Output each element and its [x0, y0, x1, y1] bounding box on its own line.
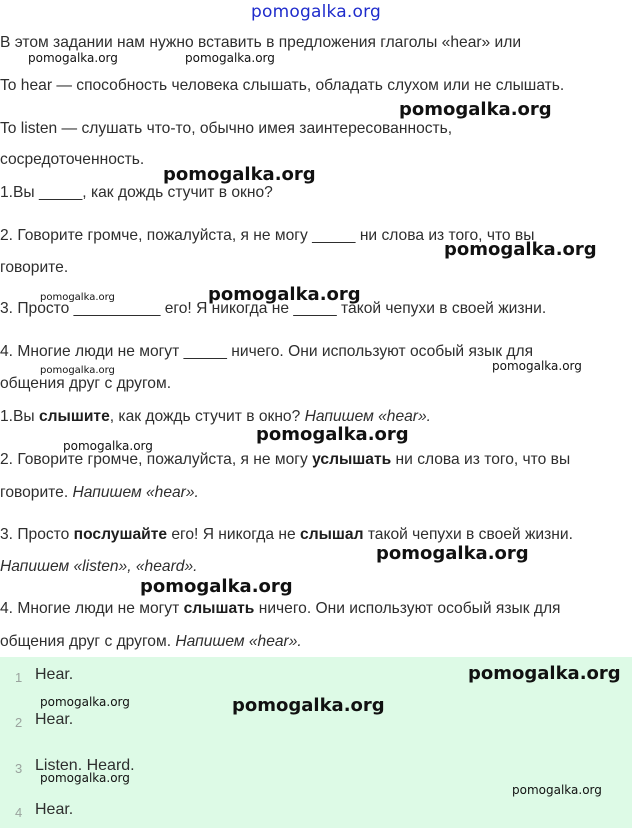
answer-number: 1	[15, 670, 23, 685]
answer-item	[0, 801, 632, 825]
solution-2-line1: 2. Говорите громче, пожалуйста, я не могу услышать ни слова из того, что вы	[0, 451, 571, 468]
answer-number: 3	[15, 761, 23, 776]
answer-text: Hear.	[35, 801, 74, 818]
listen-definition-line2: сосредоточенность.	[0, 151, 145, 168]
solution-4-line1: 4. Многие люди не могут слышать ничего. Они используют особый язык для	[0, 600, 561, 617]
watermark: pomogalka.org	[444, 239, 597, 260]
watermark: pomogalka.org	[232, 695, 385, 716]
watermark: pomogalka.org	[40, 292, 115, 303]
watermark: pomogalka.org	[28, 51, 118, 65]
watermark: pomogalka.org	[376, 543, 529, 564]
watermark: pomogalka.org	[163, 164, 316, 185]
question-2-line2: говорите.	[0, 259, 69, 276]
solution-3-line1: 3. Просто послушайте его! Я никогда не слышал такой чепухи в своей жизни.	[0, 526, 573, 543]
intro-text: В этом задании нам нужно вставить в предложения глаголы «hear» или	[0, 34, 522, 51]
watermark: pomogalka.org	[63, 439, 153, 453]
answer-text: Hear.	[35, 711, 74, 728]
watermark: pomogalka.org	[208, 284, 361, 305]
question-4-line1: 4. Многие люди не могут _____ ничего. Они используют особый язык для	[0, 343, 534, 360]
watermark: pomogalka.org	[492, 359, 582, 373]
watermark: pomogalka.org	[185, 51, 275, 65]
answer-text: Listen. Heard.	[35, 757, 135, 774]
question-3: 3. Просто __________ его! Я никогда не _____ такой чепухи в своей жизни.	[0, 300, 547, 317]
watermark: pomogalka.org	[40, 365, 115, 376]
solution-4-line2: общения друг с другом. Напишем «hear».	[0, 633, 302, 650]
solution-1: 1.Вы слышите, как дождь стучит в окно? Напишем «hear».	[0, 408, 431, 425]
watermark: pomogalka.org	[40, 771, 130, 785]
watermark: pomogalka.org	[468, 663, 621, 684]
watermark: pomogalka.org	[40, 695, 130, 709]
solution-3-line2: Напишем «listen», «heard».	[0, 558, 198, 575]
question-1: 1.Вы _____, как дождь стучит в окно?	[0, 184, 273, 201]
watermark: pomogalka.org	[256, 424, 409, 445]
watermark: pomogalka.org	[512, 783, 602, 797]
answer-number: 4	[15, 805, 23, 820]
answer-number: 2	[15, 715, 23, 730]
question-2-line1: 2. Говорите громче, пожалуйста, я не могу _____ ни слова из того, что вы	[0, 227, 535, 244]
hear-definition: To hear — способность человека слышать, обладать слухом или не слышать.	[0, 77, 565, 94]
listen-definition-line1: To listen — слушать что-то, обычно имея заинтересованность,	[0, 120, 453, 137]
solution-2-line2: говорите. Напишем «hear».	[0, 484, 199, 501]
answer-text: Hear.	[35, 666, 74, 683]
watermark: pomogalka.org	[399, 99, 552, 120]
watermark: pomogalka.org	[140, 576, 293, 597]
question-4-line2: общения друг с другом.	[0, 375, 172, 392]
site-header-link[interactable]: pomogalka.org	[251, 2, 381, 22]
